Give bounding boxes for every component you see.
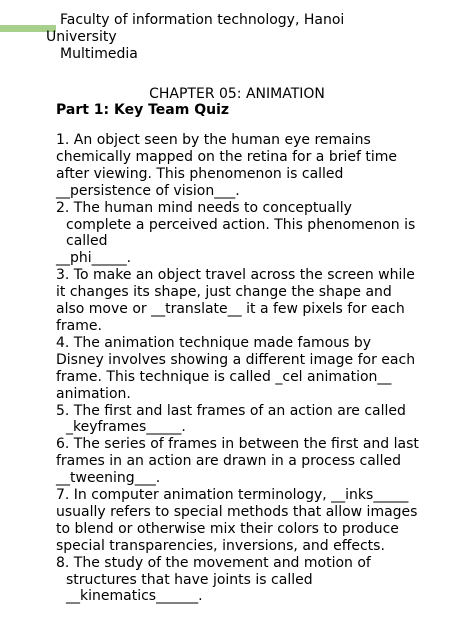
quiz-question-8 (56, 555, 420, 606)
question-line: Disney involves showing a different image for each (56, 351, 416, 368)
question-line: usually refers to special methods that allow images (56, 503, 418, 520)
question-line: 5. The first and last frames of an action are called (56, 402, 406, 419)
question-line: special transparencies, inversions, and effects. (56, 537, 385, 554)
question-line: chemically mapped on the retina for a brief time (56, 148, 397, 165)
question-line: to blend or otherwise mix their colors to produce (56, 520, 399, 537)
document-header (46, 12, 466, 63)
question-line: after viewing. This phenomenon is called (56, 165, 344, 182)
question-line: 2. The human mind needs to conceptually (56, 199, 352, 216)
quiz-question-2 (56, 200, 420, 268)
quiz-questions (56, 132, 420, 605)
question-answer-line: __persistence of vision___. (56, 182, 240, 199)
question-line: 1. An object seen by the human eye remains (56, 132, 371, 148)
question-line: frame. (56, 317, 102, 334)
question-line: called (66, 233, 108, 250)
header-university: University (46, 29, 117, 45)
question-answer-line: _keyframes_____. (66, 419, 186, 436)
quiz-question-3 (56, 267, 420, 335)
question-line: it changes its shape, just change the shape and (56, 284, 392, 301)
quiz-question-6 (56, 436, 420, 487)
quiz-question-5 (56, 403, 420, 437)
header-course: Multimedia (60, 46, 138, 62)
question-answer-line: __phi_____. (56, 250, 132, 267)
question-line: complete a perceived action. This phenomenon is (66, 216, 416, 233)
quiz-question-4 (56, 335, 420, 403)
header-faculty: Faculty of information technology, Hanoi (60, 12, 345, 28)
question-line: 6. The series of frames in between the first and last (56, 436, 419, 453)
question-answer-line: __tweening___. (56, 470, 161, 487)
question-line: 3. To make an object travel across the screen while (56, 267, 415, 284)
quiz-question-1 (56, 132, 420, 200)
question-line: structures that have joints is called (66, 571, 313, 588)
question-answer-line: __kinematics______. (66, 588, 203, 605)
quiz-question-7 (56, 487, 420, 555)
chapter-title: CHAPTER 05: ANIMATION (149, 86, 325, 102)
question-line: frame. This technique is called _cel animation__ (56, 368, 392, 385)
question-line: 8. The study of the movement and motion of (56, 554, 371, 571)
question-line: also move or __translate__ it a few pixels for each (56, 301, 405, 318)
question-line: 7. In computer animation terminology, __inks_____ (56, 487, 409, 504)
question-line: frames in an action are drawn in a process called (56, 453, 402, 470)
question-line: 4. The animation technique made famous by (56, 334, 372, 351)
part-title: Part 1: Key Team Quiz (56, 102, 230, 118)
question-line: animation. (56, 385, 131, 402)
